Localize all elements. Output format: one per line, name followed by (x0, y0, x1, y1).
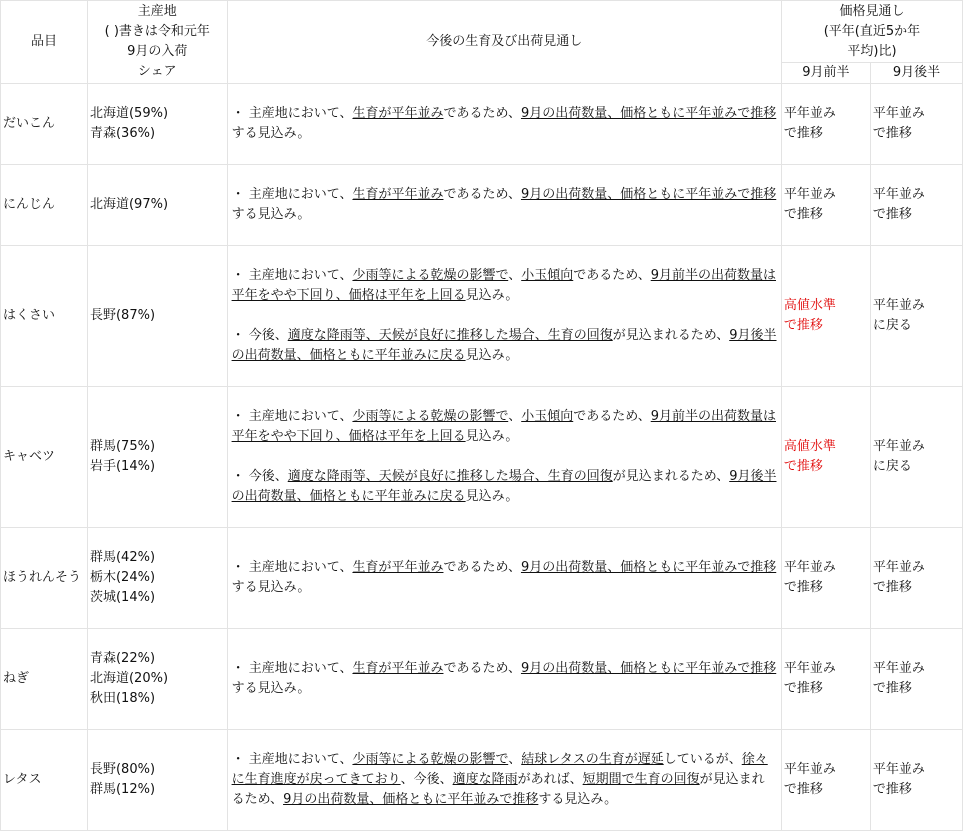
price-line: 平年並み (783, 661, 836, 676)
plain-text: が見込まれるため、 (612, 328, 730, 343)
plain-text: する見込み。 (538, 792, 618, 807)
price-line: で推移 (783, 580, 823, 595)
price-first-half (781, 629, 870, 730)
item-name: ほうれんそう (1, 528, 88, 629)
price-line: 平年並み (872, 439, 925, 454)
price-line: 平年並み (783, 560, 836, 575)
production-areas (87, 246, 227, 387)
price-line: で推移 (872, 580, 912, 595)
plain-text: 見込み。 (465, 489, 519, 504)
outlook-paragraph (232, 659, 777, 699)
table-row (1, 528, 963, 629)
price-line: で推移 (872, 207, 912, 222)
plain-text: 見込み。 (465, 429, 519, 444)
price-line: で推移 (872, 126, 912, 141)
plain-text: 、今後、 (400, 772, 453, 787)
outlook-paragraph (232, 558, 777, 598)
price-line: で推移 (783, 207, 823, 222)
underlined-text: 徐々に生育進度が戻ってきており (231, 752, 768, 787)
production-areas (87, 84, 227, 165)
price-line: で推移 (783, 782, 823, 797)
plain-text: ・ 主産地において、 (231, 409, 353, 424)
price-line: 高値水準 (783, 439, 836, 454)
table-row (1, 387, 963, 528)
header-item: 品目 (1, 1, 88, 84)
plain-text: であるため、 (443, 106, 521, 121)
item-name: ねぎ (1, 629, 88, 730)
price-first-half (781, 84, 870, 165)
price-line: で推移 (783, 459, 823, 474)
plain-text: が見込まれるため、 (231, 772, 765, 807)
plain-text: が見込まれるため、 (612, 469, 730, 484)
plain-text: があれば、 (517, 772, 583, 787)
plain-text: ・ 主産地において、 (231, 560, 353, 575)
header-price-second-half: 9月後半 (870, 63, 962, 84)
price-line: 平年並み (872, 187, 925, 202)
production-areas (87, 730, 227, 831)
outlook-paragraph (232, 326, 777, 366)
table-body (1, 84, 963, 831)
production-areas (87, 528, 227, 629)
price-second-half (870, 246, 962, 387)
area-share: 北海道(59%) (89, 106, 169, 121)
area-share: 茨城(14%) (89, 590, 156, 605)
item-name: にんじん (1, 165, 88, 246)
header-area: 主産地 ( )書きは令和元年 9月の入荷 シェア (87, 1, 227, 84)
table-row (1, 84, 963, 165)
price-first-half (781, 387, 870, 528)
area-share: 群馬(42%) (89, 550, 156, 565)
price-line: 平年並み (872, 762, 925, 777)
item-name: レタス (1, 730, 88, 831)
price-second-half (870, 165, 962, 246)
area-share: 栃木(24%) (89, 570, 156, 585)
plain-text: ・ 主産地において、 (231, 752, 353, 767)
plain-text: 見込み。 (465, 288, 519, 303)
underlined-text: 少雨等による乾燥の影響で (352, 268, 509, 283)
area-share: 岩手(14%) (89, 459, 156, 474)
outlook-text (227, 629, 781, 730)
underlined-text: 適度な降雨 (452, 772, 518, 787)
underlined-text: 少雨等による乾燥の影響で (352, 752, 509, 767)
price-line: に戻る (872, 318, 912, 333)
price-line: で推移 (783, 681, 823, 696)
outlook-paragraph (232, 104, 777, 144)
table-row (1, 165, 963, 246)
underlined-text: 9月前半の出荷数量は平年をやや下回り、価格は平年を上回る (231, 409, 776, 444)
price-line: 平年並み (872, 560, 925, 575)
outlook-text (227, 528, 781, 629)
area-share: 群馬(12%) (89, 782, 156, 797)
underlined-text: 9月の出荷数量、価格ともに平年並みで推移 (520, 106, 777, 121)
price-line: で推移 (872, 681, 912, 696)
area-share: 北海道(97%) (89, 197, 169, 212)
plain-text: しているが、 (663, 752, 742, 767)
item-name: キャベツ (1, 387, 88, 528)
plain-text: であるため、 (573, 268, 651, 283)
underlined-text: 適度な降雨等、天候が良好に推移した場合、生育の回復 (287, 469, 613, 484)
underlined-text: 9月の出荷数量、価格ともに平年並みで推移 (520, 661, 777, 676)
plain-text: であるため、 (443, 560, 521, 575)
table-row (1, 246, 963, 387)
price-line: 平年並み (872, 106, 925, 121)
plain-text: 、 (508, 268, 522, 283)
underlined-text: 適度な降雨等、天候が良好に推移した場合、生育の回復 (287, 328, 613, 343)
price-line: で推移 (872, 782, 912, 797)
plain-text: であるため、 (443, 187, 521, 202)
area-share: 長野(87%) (89, 308, 156, 323)
production-areas (87, 629, 227, 730)
plain-text: であるため、 (443, 661, 521, 676)
underlined-text: 9月の出荷数量、価格ともに平年並みで推移 (520, 187, 777, 202)
underlined-text: 生育が平年並み (352, 106, 444, 121)
production-areas (87, 165, 227, 246)
item-name: はくさい (1, 246, 88, 387)
outlook-paragraph (232, 750, 777, 810)
underlined-text: 結球レタスの生育が遅延 (521, 752, 664, 767)
plain-text: する見込み。 (231, 126, 311, 141)
plain-text: ・ 主産地において、 (231, 187, 353, 202)
plain-text: ・ 今後、 (231, 328, 288, 343)
area-share: 秋田(18%) (89, 691, 156, 706)
outlook-text (227, 246, 781, 387)
price-first-half (781, 165, 870, 246)
underlined-text: 9月前半の出荷数量は平年をやや下回り、価格は平年を上回る (231, 268, 776, 303)
area-share: 青森(36%) (89, 126, 156, 141)
plain-text: ・ 主産地において、 (231, 661, 353, 676)
outlook-paragraph (232, 467, 777, 507)
plain-text: ・ 主産地において、 (231, 268, 353, 283)
plain-text: する見込み。 (231, 681, 311, 696)
underlined-text: 小玉傾向 (521, 409, 574, 424)
price-line: 平年並み (783, 187, 836, 202)
outlook-paragraph (232, 407, 777, 447)
price-second-half (870, 629, 962, 730)
plain-text: ・ 今後、 (231, 469, 288, 484)
plain-text: する見込み。 (231, 580, 311, 595)
underlined-text: 9月の出荷数量、価格ともに平年並みで推移 (283, 792, 539, 807)
area-share: 群馬(75%) (89, 439, 156, 454)
plain-text: 、 (508, 752, 522, 767)
underlined-text: 9月後半の出荷数量、価格ともに平年並みに戻る (231, 328, 777, 363)
underlined-text: 生育が平年並み (352, 661, 444, 676)
price-line: で推移 (783, 126, 823, 141)
area-share: 北海道(20%) (89, 671, 169, 686)
plain-text: ・ 主産地において、 (231, 106, 353, 121)
price-second-half (870, 387, 962, 528)
table-row (1, 629, 963, 730)
price-line: 平年並み (872, 661, 925, 676)
price-line: 高値水準 (783, 298, 836, 313)
outlook-text (227, 84, 781, 165)
price-line: 平年並み (783, 762, 836, 777)
underlined-text: 生育が平年並み (352, 560, 444, 575)
outlook-paragraph (232, 266, 777, 306)
outlook-text (227, 387, 781, 528)
price-line: 平年並み (872, 298, 925, 313)
underlined-text: 9月後半の出荷数量、価格ともに平年並みに戻る (231, 469, 777, 504)
area-share: 青森(22%) (89, 651, 156, 666)
table-row (1, 730, 963, 831)
outlook-text (227, 730, 781, 831)
price-second-half (870, 528, 962, 629)
item-name: だいこん (1, 84, 88, 165)
plain-text: 、 (508, 409, 522, 424)
header-price-first-half: 9月前半 (781, 63, 870, 84)
plain-text: 見込み。 (465, 348, 519, 363)
outlook-paragraph (232, 185, 777, 225)
price-line: 平年並み (783, 106, 836, 121)
price-second-half (870, 730, 962, 831)
outlook-text (227, 165, 781, 246)
header-outlook: 今後の生育及び出荷見通し (227, 1, 781, 84)
plain-text: する見込み。 (231, 207, 311, 222)
price-first-half (781, 528, 870, 629)
plain-text: であるため、 (573, 409, 651, 424)
underlined-text: 短期間で生育の回復 (582, 772, 700, 787)
price-second-half (870, 84, 962, 165)
underlined-text: 生育が平年並み (352, 187, 444, 202)
price-first-half (781, 246, 870, 387)
production-areas (87, 387, 227, 528)
header-price: 価格見通し (平年(直近5か年 平均)比) (781, 1, 962, 63)
underlined-text: 少雨等による乾燥の影響で (352, 409, 509, 424)
price-first-half (781, 730, 870, 831)
price-line: で推移 (783, 318, 823, 333)
underlined-text: 小玉傾向 (521, 268, 574, 283)
area-share: 長野(80%) (89, 762, 156, 777)
price-line: に戻る (872, 459, 912, 474)
underlined-text: 9月の出荷数量、価格ともに平年並みで推移 (520, 560, 777, 575)
